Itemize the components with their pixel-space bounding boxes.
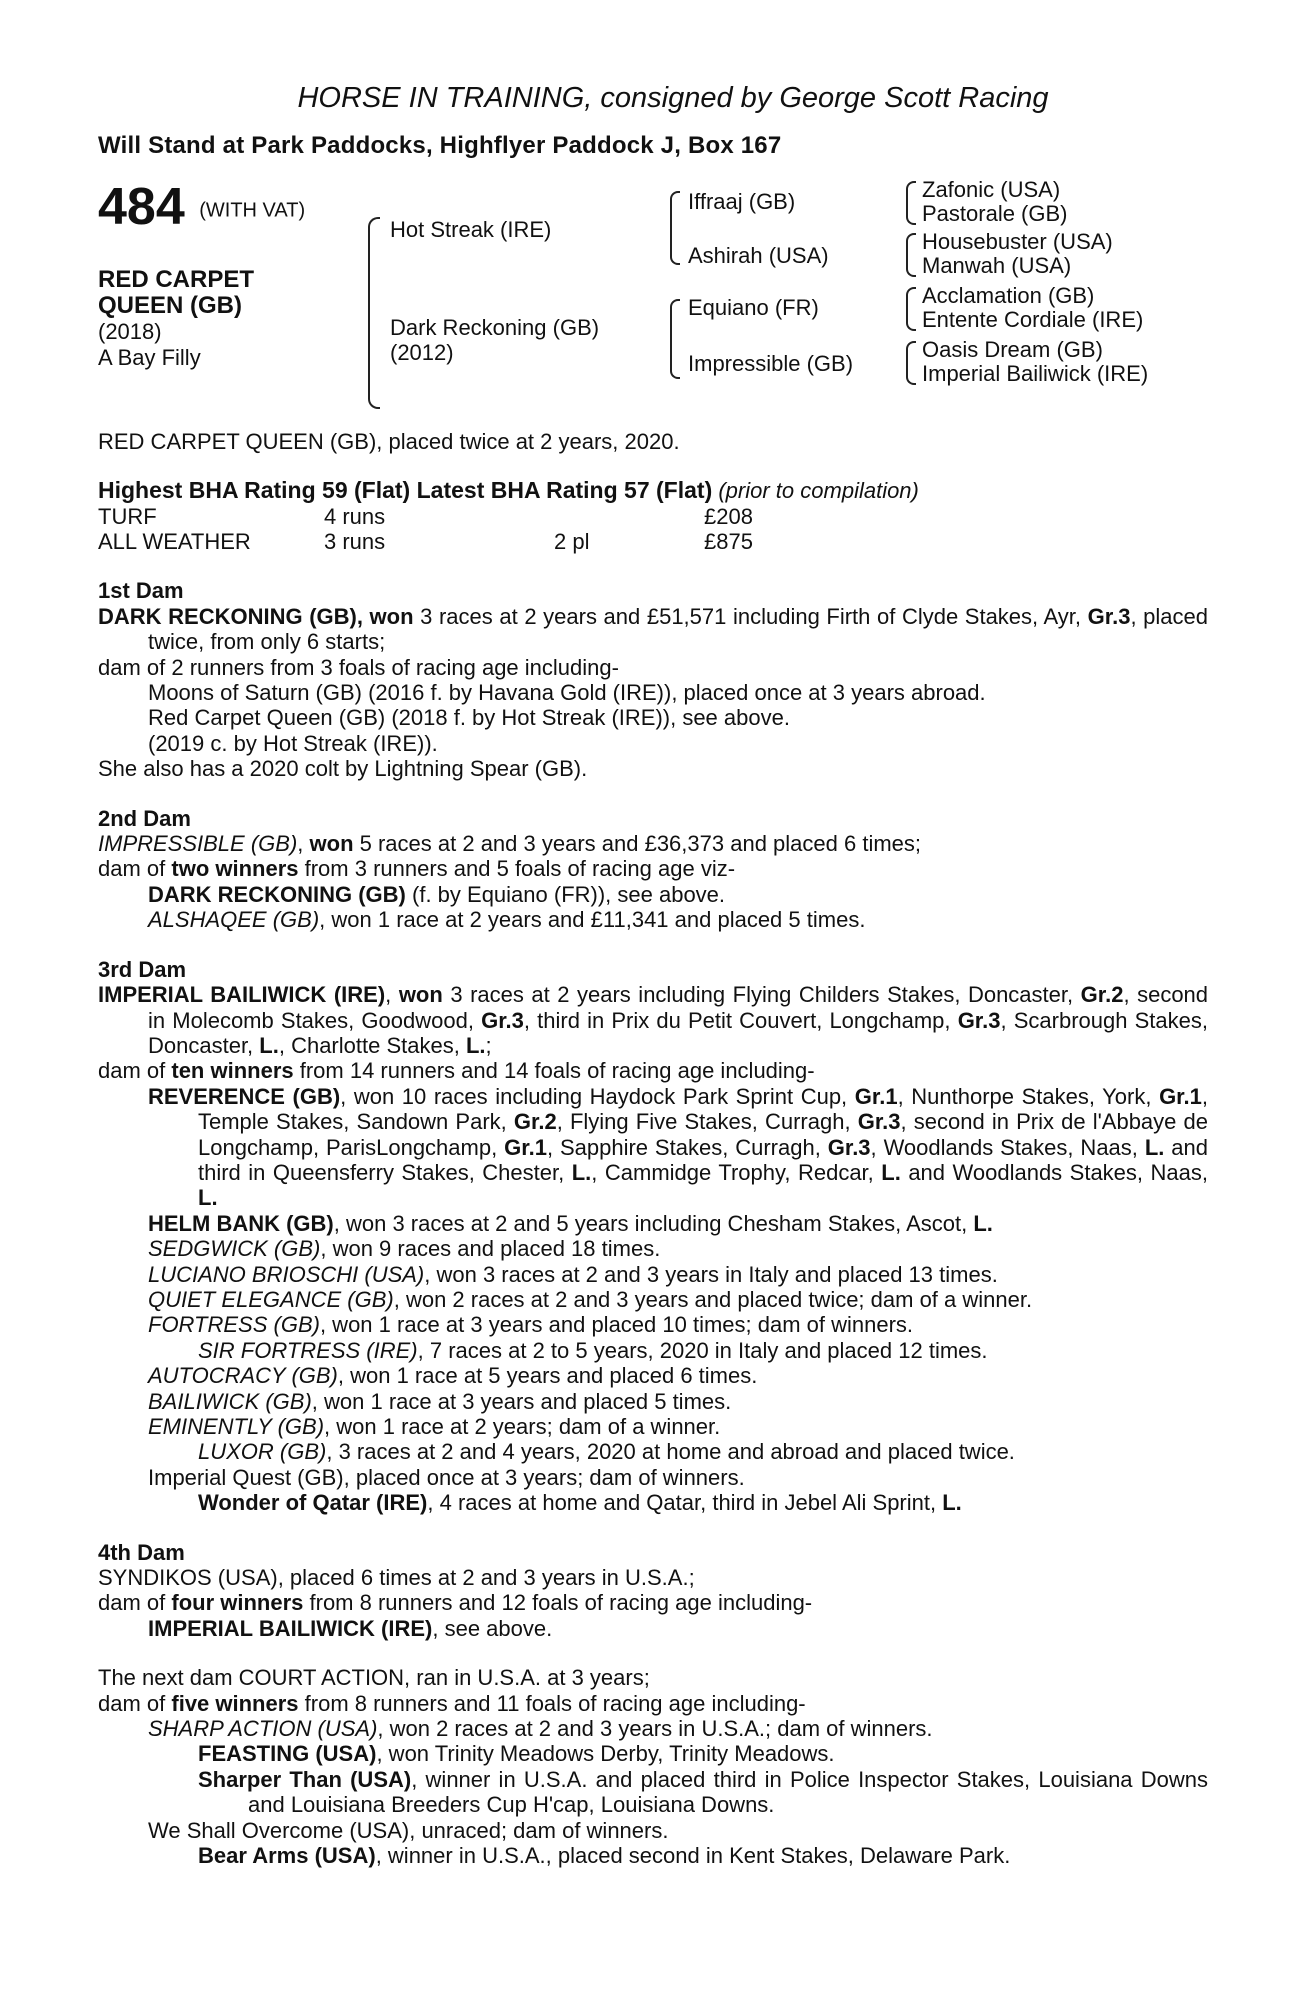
third-dam-heading: 3rd Dam — [98, 956, 187, 982]
aw-runs: 3 runs — [324, 529, 386, 555]
sire-dam: Ashirah (USA) — [688, 242, 829, 268]
second-dam-heading: 2nd Dam — [98, 805, 191, 831]
second-dam-record: IMPRESSIBLE (GB), won 5 races at 2 and 3 years and £36,373 and placed 6 times; — [98, 831, 922, 857]
second-dam-section — [98, 806, 1208, 933]
third-dam-subitem: Wonder of Qatar (IRE), 4 races at home and Qatar, third in Jebel Ali Sprint, L. — [198, 1490, 962, 1516]
bracket-g3-2 — [906, 233, 916, 277]
bracket-g3-4 — [906, 341, 916, 385]
fourth-dam-record: SYNDIKOS (USA), placed 6 times at 2 and 3 years in U.S.A.; — [98, 1565, 695, 1591]
first-dam-item: Red Carpet Queen (GB) (2018 f. by Hot Streak (IRE)), see above. — [148, 705, 790, 731]
first-dam-heading: 1st Dam — [98, 578, 184, 604]
next-dam-produce: dam of five winners from 8 runners and 11 foals of racing age including- — [98, 1690, 806, 1716]
bracket-sire-parents — [670, 191, 680, 265]
bracket-g3-3 — [906, 287, 916, 331]
bracket-g3-1 — [906, 181, 916, 225]
horse-name-line1: RED CARPET — [98, 265, 255, 293]
third-dam-subitem: LUXOR (GB), 3 races at 2 and 4 years, 2020 at home and abroad and placed twice. — [198, 1439, 1015, 1465]
fourth-dam-section — [98, 1540, 1208, 1642]
dam-sire-sire: Acclamation (GB) — [922, 282, 1095, 308]
dam-year: (2012) — [390, 339, 454, 365]
third-dam-section — [98, 957, 1208, 1516]
third-dam-subitem: SIR FORTRESS (IRE), 7 races at 2 to 5 years, 2020 in Italy and placed 12 times. — [198, 1337, 988, 1363]
third-dam-record: IMPERIAL BAILIWICK (IRE), won 3 races at 2 years including Flying Childers Stakes, Doncaster, Gr.2, second in Molecomb Stakes, Goodwood, Gr.3, third in Prix du Petit Couvert, Longchamp, Gr.3, Scarbrough Stakes, Doncaster, L., Charlotte Stakes, L.; — [98, 982, 1209, 1058]
dam: Dark Reckoning (GB) — [390, 314, 600, 340]
pedigree-block — [98, 177, 1208, 407]
first-dam-produce: dam of 2 runners from 3 foals of racing age including- — [98, 654, 619, 680]
third-dam-item: Imperial Quest (GB), placed once at 3 years; dam of winners. — [148, 1464, 745, 1490]
dam-dam: Impressible (GB) — [688, 350, 854, 376]
bracket-dam-parents — [670, 299, 680, 379]
second-dam-item: DARK RECKONING (GB) (f. by Equiano (FR)), see above. — [148, 881, 726, 907]
sire-sire-dam: Pastorale (GB) — [922, 200, 1068, 226]
third-dam-item: HELM BANK (GB), won 3 races at 2 and 5 years including Chesham Stakes, Ascot, L. — [148, 1210, 993, 1236]
next-dam-subitem: Bear Arms (USA), winner in U.S.A., placed second in Kent Stakes, Delaware Park. — [198, 1843, 1011, 1869]
next-dam-subitem: FEASTING (USA), won Trinity Meadows Derby, Trinity Meadows. — [198, 1741, 835, 1767]
dam-dam-dam: Imperial Bailiwick (IRE) — [922, 360, 1149, 386]
catalogue-page — [98, 0, 1208, 1869]
vat-note: (WITH VAT) — [199, 199, 306, 222]
second-dam-produce: dam of two winners from 3 runners and 5 foals of racing age viz- — [98, 856, 736, 882]
third-dam-item: BAILIWICK (GB), won 1 race at 3 years and placed 5 times. — [148, 1388, 732, 1414]
next-dam-record: The next dam COURT ACTION, ran in U.S.A. at 3 years; — [98, 1665, 650, 1691]
sire-dam-sire: Housebuster (USA) — [922, 228, 1113, 254]
third-dam-item: LUCIANO BRIOSCHI (USA), won 3 races at 2 and 3 years in Italy and placed 13 times. — [148, 1261, 998, 1287]
turf-runs: 4 runs — [324, 503, 386, 529]
dam-sire-dam: Entente Cordiale (IRE) — [922, 306, 1144, 332]
lot-number: 484 (WITH VAT) — [98, 177, 306, 236]
first-dam-also: She also has a 2020 colt by Lightning Spear (GB). — [98, 756, 588, 782]
third-dam-item-reverence: REVERENCE (GB), won 10 races including Haydock Park Sprint Cup, Gr.1, Nunthorpe Stakes, York, Gr.1, Temple Stakes, Sandown Park, Gr.2, Flying Five Stakes, Curragh, Gr.3, second in Prix de l'Abbaye de Longchamp, ParisLongchamp, Gr.1, Sapphire Stakes, Curragh, Gr.3, Woodlands Stakes, Naas, L. and third in Queensferry Stakes, Chester, L., Cammidge Trophy, Redcar, L. and Woodlands Stakes, Naas, L. — [148, 1083, 1209, 1211]
bracket-gen1 — [368, 217, 380, 409]
fourth-dam-item: IMPERIAL BAILIWICK (IRE), see above. — [148, 1615, 553, 1641]
sire-sire-sire: Zafonic (USA) — [922, 176, 1061, 202]
first-dam-section — [98, 578, 1208, 781]
sire-sire: Iffraaj (GB) — [688, 188, 796, 214]
aw-label: ALL WEATHER — [98, 529, 251, 555]
next-dam-subitem: Sharper Than (USA), winner in U.S.A. and placed third in Police Inspector Stakes, Louisiana Downs and Louisiana Breeders Cup H'cap, Louisiana Downs. — [198, 1766, 1208, 1818]
horse-info — [98, 267, 254, 371]
ratings-block — [98, 478, 1208, 554]
third-dam-item: SEDGWICK (GB), won 9 races and placed 18 times. — [148, 1236, 661, 1262]
dam-dam-sire: Oasis Dream (GB) — [922, 336, 1103, 362]
ratings-note: (prior to compilation) — [718, 478, 919, 504]
first-dam-item: (2019 c. by Hot Streak (IRE)). — [148, 730, 438, 756]
next-dam-item: We Shall Overcome (USA), unraced; dam of winners. — [148, 1817, 669, 1843]
turf-prize: £208 — [704, 503, 753, 529]
aw-placed: 2 pl — [554, 529, 590, 555]
turf-label: TURF — [98, 503, 157, 529]
horse-year: (2018) — [98, 318, 162, 344]
turf-row — [98, 504, 1208, 529]
third-dam-item: FORTRESS (GB), won 1 race at 3 years and placed 10 times; dam of winners. — [148, 1312, 914, 1338]
third-dam-item: AUTOCRACY (GB), won 1 race at 5 years and placed 6 times. — [148, 1363, 758, 1389]
horse-name-line2: QUEEN (GB) — [98, 291, 242, 319]
third-dam-item: QUIET ELEGANCE (GB), won 2 races at 2 and 3 years and placed twice; dam of a winner. — [148, 1286, 1033, 1312]
stand-location: Will Stand at Park Paddocks, Highflyer Paddock J, Box 167 — [98, 132, 782, 160]
dam-sire: Equiano (FR) — [688, 294, 819, 320]
aw-row — [98, 529, 1208, 554]
sire: Hot Streak (IRE) — [390, 216, 552, 242]
summary-line: RED CARPET QUEEN (GB), placed twice at 2 years, 2020. — [98, 428, 680, 454]
ratings-label: Highest BHA Rating 59 (Flat) Latest BHA Rating 57 (Flat) — [98, 477, 713, 504]
fourth-dam-produce: dam of four winners from 8 runners and 12 foals of racing age including- — [98, 1590, 813, 1616]
page-heading: HORSE IN TRAINING, consigned by George Scott Racing — [297, 82, 1049, 114]
third-dam-item: EMINENTLY (GB), won 1 race at 2 years; dam of a winner. — [148, 1414, 721, 1439]
third-dam-produce: dam of ten winners from 14 runners and 14 foals of racing age including- — [98, 1058, 815, 1084]
horse-desc: A Bay Filly — [98, 344, 201, 370]
sire-dam-dam: Manwah (USA) — [922, 252, 1072, 278]
first-dam-item: Moons of Saturn (GB) (2016 f. by Havana Gold (IRE)), placed once at 3 years abroad. — [148, 680, 986, 706]
next-dam-item: SHARP ACTION (USA), won 2 races at 2 and 3 years in U.S.A.; dam of winners. — [148, 1716, 933, 1742]
next-dam-section — [98, 1665, 1208, 1868]
fourth-dam-heading: 4th Dam — [98, 1539, 185, 1565]
first-dam-record: DARK RECKONING (GB), won 3 races at 2 years and £51,571 including Firth of Clyde Stakes, Ayr, Gr.3, placed twice, from only 6 starts; — [98, 603, 1208, 655]
aw-prize: £875 — [704, 529, 753, 555]
second-dam-item: ALSHAQEE (GB), won 1 race at 2 years and £11,341 and placed 5 times. — [148, 907, 866, 933]
